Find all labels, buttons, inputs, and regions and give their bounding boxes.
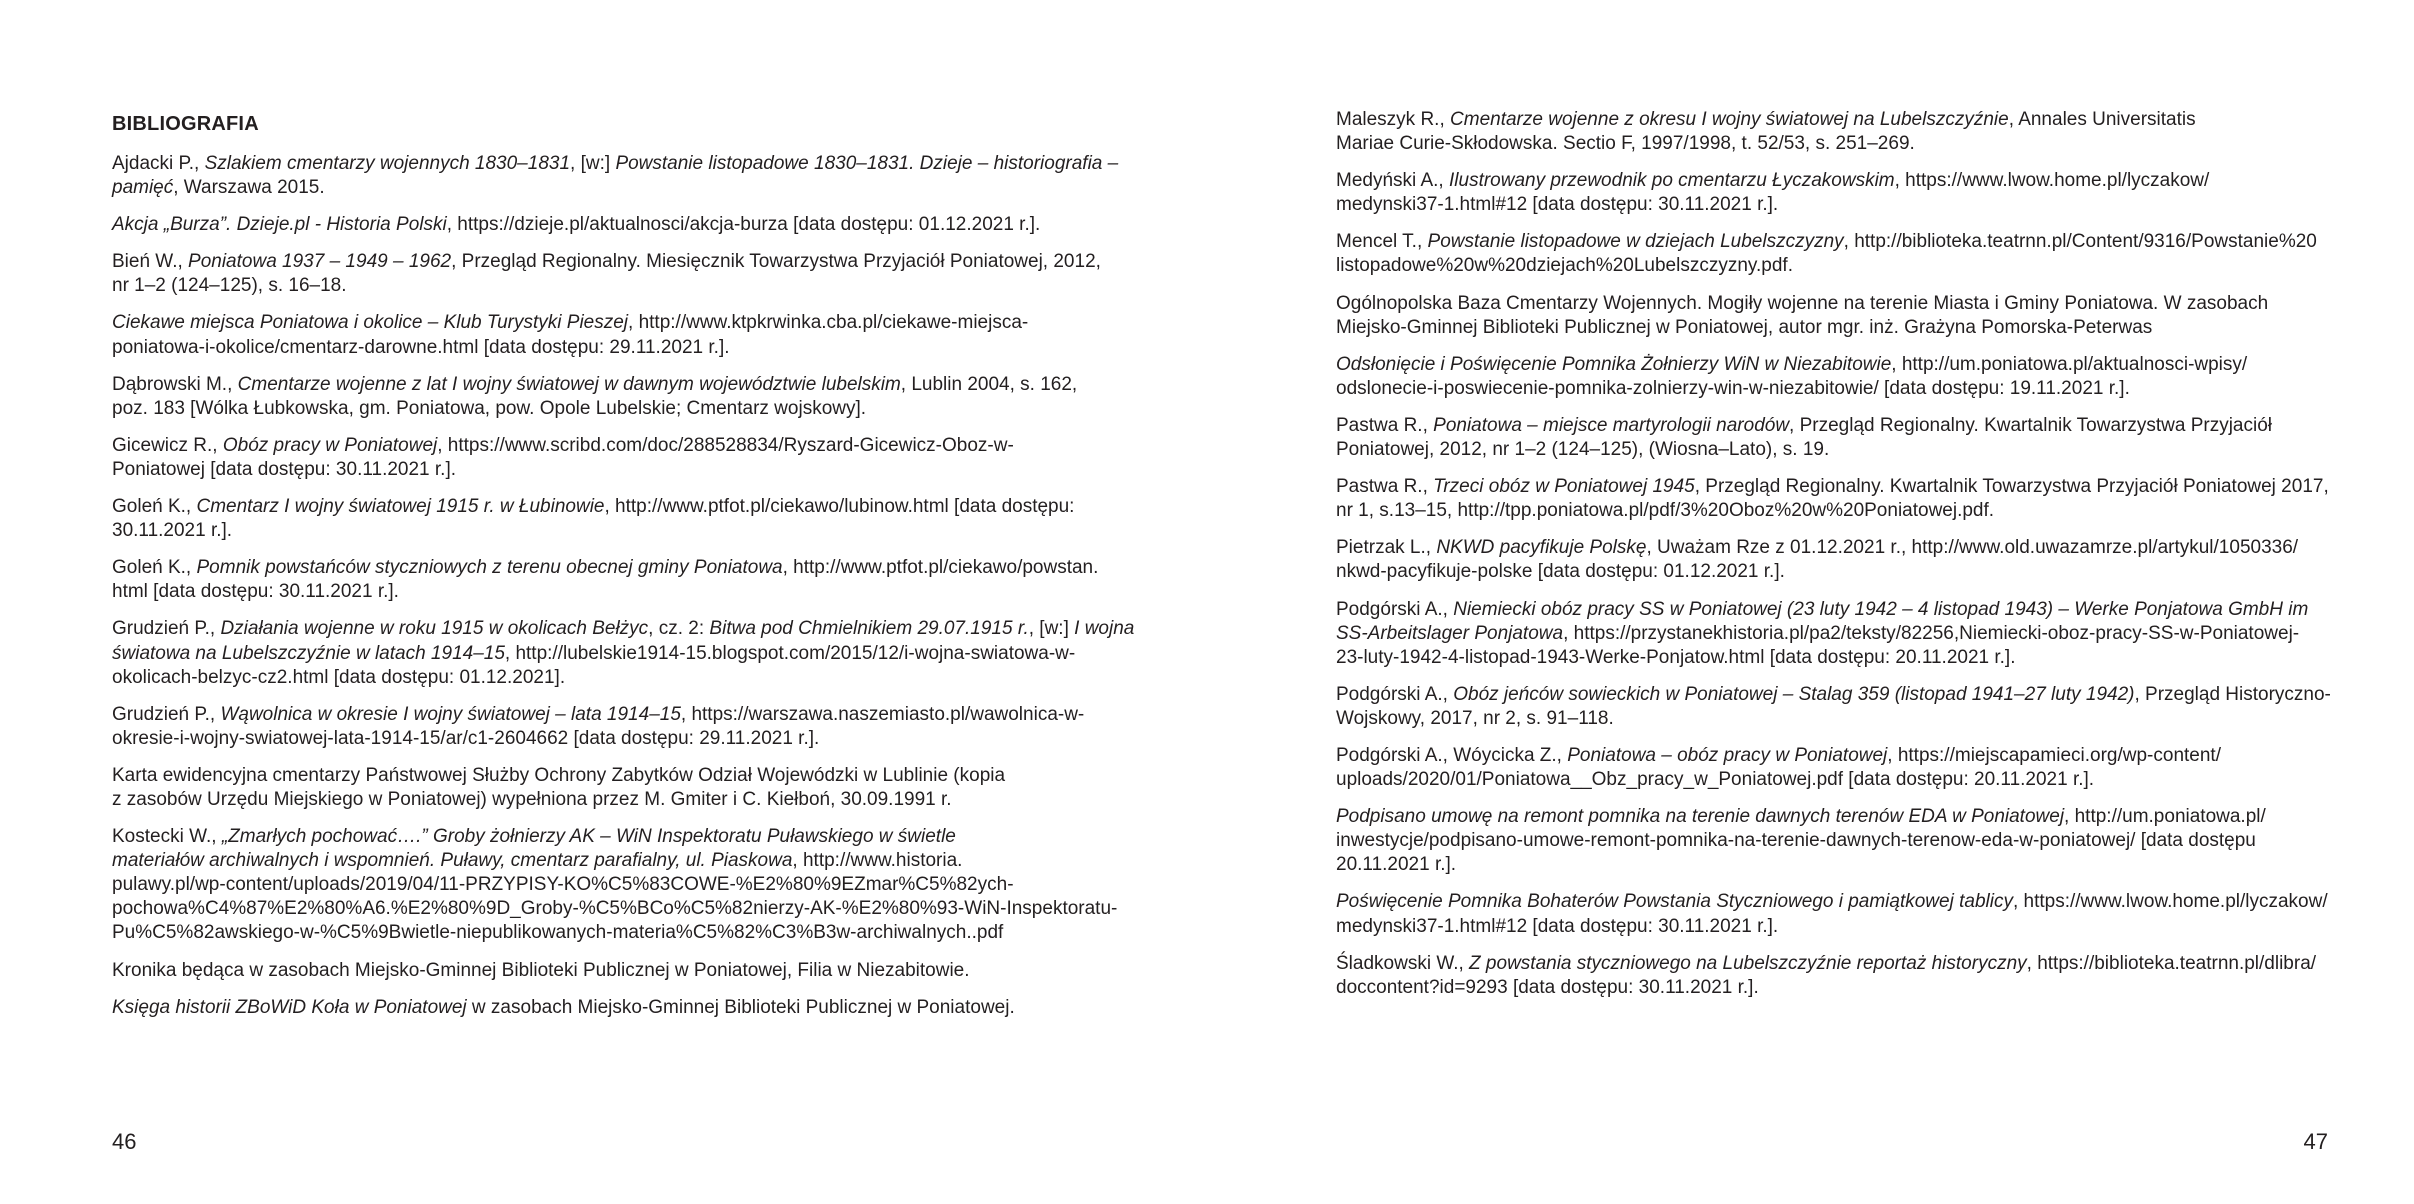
entry-title-italic: Szlakiem cmentarzy wojennych 1830–1831 (204, 153, 571, 174)
bibliography-entry (1336, 475, 2331, 523)
entry-line (1336, 768, 2331, 792)
entry-line (1336, 560, 2331, 584)
entry-text: html [data dostępu: 30.11.2021 r.]. (112, 581, 399, 603)
entry-title-italic: Poniatowa – miejsce martyrologii narodów (1433, 414, 1790, 436)
entry-line (112, 213, 1134, 237)
entry-text: 23-luty-1942-4-listopad-1943-Werke-Ponjatow.html [data dostępu: 20.11.2021 r.]. (1336, 646, 2016, 668)
entry-text: , [w:] (570, 153, 616, 174)
entry-text: , https://www.scribd.com/doc/288528834/Ryszard-Gicewicz-Oboz-w- (437, 434, 1014, 456)
entry-text: nkwd-pacyfikuje-polske [data dostępu: 01.12.2021 r.]. (1336, 561, 1785, 583)
entry-text: , Warszawa 2015. (173, 177, 325, 199)
entry-title-italic: Obóz pracy w Poniatowej (222, 434, 438, 456)
entry-line (112, 666, 1134, 690)
entry-line (1336, 976, 2331, 1000)
entry-title-italic: Bitwa pod Chmielnikiem 29.07.1915 r. (709, 618, 1029, 640)
entry-text: , http://www.ptfot.pl/ciekawo/powstan. (782, 557, 1099, 579)
entry-line (112, 434, 1134, 458)
bibliography-entry (112, 152, 1134, 200)
entry-text: , https://warszawa.naszemiasto.pl/wawolnica-w- (680, 703, 1085, 725)
entry-line (112, 274, 1134, 298)
entry-line (112, 458, 1134, 482)
bibliography-entry (1336, 598, 2331, 670)
entry-text: , https://miejscapamieci.org/wp-content/ (1887, 744, 2221, 766)
entry-text: Pastwa R., (1336, 414, 1434, 436)
entry-line (1336, 890, 2331, 914)
entry-line (112, 495, 1134, 519)
entry-text: Mencel T., (1336, 231, 1428, 253)
entry-text: Pastwa R., (1336, 476, 1434, 498)
entry-line (112, 959, 1134, 983)
entry-line (1336, 622, 2331, 646)
bibliography-entry (112, 617, 1134, 689)
entry-line (112, 556, 1134, 580)
entry-text: , Uważam Rze z 01.12.2021 r., http://www.old.uwazamrze.pl/artykul/1050336/ (1646, 537, 2299, 559)
entry-title-italic: Akcja „Burza”. Dzieje.pl - Historia Polski (112, 214, 447, 236)
entry-title-italic: Pomnik powstańców styczniowych z terenu obecnej gminy Poniatowa (196, 557, 783, 579)
entry-text: , https://biblioteka.teatrnn.pl/dlibra/ (2026, 952, 2317, 974)
entry-title-italic: Księga historii ZBoWiD Koła w Poniatowej (112, 996, 467, 1018)
entry-line (1336, 646, 2331, 670)
entry-text: okresie-i-wojny-swiatowej-lata-1914-15/ar/c1-2604662 [data dostępu: 29.11.2021 r.]. (112, 727, 820, 749)
entry-text: z zasobów Urzędu Miejskiego w Poniatowej) wypełniona przez M. Gmiter i C. Kiełboń, 30.09.1991 r. (112, 788, 952, 810)
entry-text: , Przegląd Regionalny. Miesięcznik Towarzystwa Przyjaciół Poniatowej, 2012, (451, 251, 1101, 273)
entry-text: , Przegląd Regionalny. Kwartalnik Towarzystwa Przyjaciół (1789, 414, 2272, 436)
entry-text: , http://um.poniatowa.pl/aktualnosci-wpisy/ (1891, 353, 2248, 375)
entry-line (1336, 805, 2331, 829)
entry-text: Pietrzak L., (1336, 537, 1437, 559)
entry-title-italic: Wąwolnica w okresie I wojny światowej – lata 1914–15 (220, 703, 681, 725)
bibliography-list (112, 152, 1134, 1033)
entry-title-italic: pamięć (112, 177, 174, 199)
entry-text: , http://www.ktpkrwinka.cba.pl/ciekawe-miejsca- (628, 312, 1029, 334)
entry-text: listopadowe%20w%20dziejach%20Lubelszczyzny.pdf. (1336, 255, 1793, 277)
entry-line (1336, 707, 2331, 731)
entry-text: Poniatowej, 2012, nr 1–2 (124–125), (Wiosna–Lato), s. 19. (1336, 439, 1830, 461)
entry-title-italic: Poniatowa – obóz pracy w Poniatowej (1567, 744, 1888, 766)
entry-line (1336, 499, 2331, 523)
entry-text: , Annales Universitatis (2008, 109, 2196, 130)
entry-text: , Przegląd Historyczno- (2134, 683, 2331, 705)
entry-text: Śladkowski W., (1336, 952, 1470, 974)
entry-text: Poniatowej [data dostępu: 30.11.2021 r.]. (112, 458, 457, 480)
entry-line (112, 397, 1134, 421)
bibliography-entry (1336, 952, 2331, 1000)
entry-text: okolicach-belzyc-cz2.html [data dostępu: 01.12.2021]. (112, 666, 566, 688)
entry-text: , Lublin 2004, s. 162, (900, 373, 1078, 395)
entry-text: , [w:] (1028, 618, 1075, 640)
entry-line (1336, 169, 2331, 193)
entry-line (1336, 853, 2331, 877)
entry-text: Podgórski A., (1336, 683, 1454, 705)
entry-line (112, 788, 1134, 812)
entry-title-italic: Ciekawe miejsca Poniatowa i okolice – Klub Turystyki Pieszej (112, 312, 629, 334)
page-number: 47 (2303, 1129, 2328, 1154)
entry-text: Pu%C5%82awskiego-w-%C5%9Bwietle-niepublikowanych-materia%C5%82%C3%B3w-archiwalnych..pdf (112, 922, 1004, 944)
entry-line (1336, 952, 2331, 976)
right-page (1207, 0, 2414, 1204)
entry-line (1336, 475, 2331, 499)
bibliography-entry (112, 959, 1134, 983)
bibliography-entry (1336, 230, 2331, 278)
bibliography-entry (1336, 108, 2331, 156)
entry-title-italic: Ilustrowany przewodnik po cmentarzu Łyczakowskim (1449, 170, 1895, 192)
entry-text: , http://www.historia. (792, 850, 963, 872)
entry-line (1336, 438, 2331, 462)
entry-line (112, 519, 1134, 543)
entry-title-italic: I wojna (1074, 618, 1135, 640)
entry-line (112, 873, 1134, 897)
entry-line (112, 373, 1134, 397)
entry-line (1336, 230, 2331, 254)
entry-title-italic: Obóz jeńców sowieckich w Poniatowej – Stalag 359 (listopad 1941–27 luty 1942) (1453, 683, 2135, 705)
entry-title-italic: Poświęcenie Pomnika Bohaterów Powstania Styczniowego i pamiątkowej tablicy (1336, 891, 2013, 913)
entry-line (1336, 683, 2331, 707)
entry-text: poz. 183 [Wólka Łubkowska, gm. Poniatowa, pow. Opole Lubelskie; Cmentarz wojskowy]. (112, 397, 867, 419)
entry-title-italic: Odsłonięcie i Poświęcenie Pomnika Żołnierzy WiN w Niezabitowie (1336, 353, 1892, 375)
entry-line (1336, 193, 2331, 217)
entry-line (112, 336, 1134, 360)
entry-text: Ajdacki P., (112, 153, 205, 174)
entry-title-italic: Powstanie listopadowe w dziejach Lubelszczyzny (1427, 231, 1844, 253)
entry-text: Ogólnopolska Baza Cmentarzy Wojennych. Mogiły wojenne na terenie Miasta i Gminy Poniatowa. W zasobach (1336, 292, 2269, 314)
entry-line (1336, 132, 2331, 156)
entry-text: 30.11.2021 r.]. (112, 520, 233, 542)
bibliography-entry (1336, 805, 2331, 877)
bibliography-entry (112, 495, 1134, 543)
entry-text: Grudzień P., (112, 703, 221, 725)
entry-line (1336, 536, 2331, 560)
entry-text: 20.11.2021 r.]. (1336, 854, 1457, 876)
entry-text: pochowa%C4%87%E2%80%A6.%E2%80%9D_Groby-%C5%BCo%C5%82nierzy-AK-%E2%80%93-WiN-Inspektoratu- (112, 898, 1118, 920)
entry-text: , Przegląd Regionalny. Kwartalnik Towarzystwa Przyjaciół Poniatowej 2017, (1694, 476, 2329, 498)
entry-line (112, 642, 1134, 666)
entry-title-italic: Trzeci obóz w Poniatowej 1945 (1433, 476, 1695, 498)
entry-text: Gicewicz R., (112, 434, 223, 456)
entry-line (1336, 915, 2331, 939)
entry-text: Podgórski A., Wóycicka Z., (1336, 744, 1568, 766)
entry-text: uploads/2020/01/Poniatowa__Obz_pracy_w_Poniatowej.pdf [data dostępu: 20.11.2021 r.]. (1336, 769, 2095, 791)
entry-title-italic: Niemiecki obóz pracy SS w Poniatowej (23 luty 1942 – 4 listopad 1943) – Werke Ponjatowa GmbH im (1453, 598, 2309, 620)
entry-line (1336, 744, 2331, 768)
page-number: 46 (112, 1129, 137, 1154)
entry-title-italic: „Zmarłych pochować….” Groby żołnierzy AK – WiN Inspektoratu Puławskiego w świetle (221, 826, 956, 848)
entry-text: odslonecie-i-poswiecenie-pomnika-zolnierzy-win-w-niezabitowie/ [data dostępu: 19.11.2021 r.]. (1336, 377, 2130, 399)
entry-text: Wojskowy, 2017, nr 2, s. 91–118. (1336, 707, 1614, 729)
entry-text: , https://www.lwow.home.pl/lyczakow/ (2012, 891, 2328, 913)
entry-title-italic: materiałów archiwalnych i wspomnień. Puławy, cmentarz parafialny, ul. Piaskowa (112, 850, 793, 872)
bibliography-entry (112, 373, 1134, 421)
entry-line (112, 152, 1134, 176)
entry-text: , http://biblioteka.teatrnn.pl/Content/9316/Powstanie%20 (1843, 231, 2317, 253)
entry-text: poniatowa-i-okolice/cmentarz-darowne.html [data dostępu: 29.11.2021 r.]. (112, 336, 730, 358)
bibliography-entry (112, 996, 1134, 1020)
entry-title-italic: Cmentarz I wojny światowej 1915 r. w Łubinowie (196, 496, 605, 518)
entry-line (1336, 108, 2331, 132)
entry-line (112, 849, 1134, 873)
entry-title-italic: światowa na Lubelszczyźnie w latach 1914–15 (112, 642, 505, 664)
entry-text: doccontent?id=9293 [data dostępu: 30.11.2021 r.]. (1336, 976, 1759, 998)
entry-text: medynski37-1.html#12 [data dostępu: 30.11.2021 r.]. (1336, 194, 1779, 216)
entry-line (112, 897, 1134, 921)
entry-title-italic: Podpisano umowę na remont pomnika na terenie dawnych terenów EDA w Poniatowej (1336, 806, 2065, 828)
entry-text: Dąbrowski M., (112, 373, 238, 395)
entry-line (112, 727, 1134, 751)
bibliography-entry (1336, 353, 2331, 401)
entry-line (112, 176, 1134, 200)
entry-line (112, 825, 1134, 849)
bibliography-entry (1336, 169, 2331, 217)
entry-line (1336, 254, 2331, 278)
entry-text: Goleń K., (112, 557, 197, 579)
bibliography-entry (1336, 292, 2331, 340)
bibliography-entry (112, 703, 1134, 751)
entry-title-italic: Działania wojenne w roku 1915 w okolicach Bełżyc (220, 618, 649, 640)
entry-line (112, 764, 1134, 788)
entry-line (1336, 598, 2331, 622)
entry-title-italic: Z powstania styczniowego na Lubelszczyźnie reportaż historyczny (1469, 952, 2027, 974)
entry-text: , http://lubelskie1914-15.blogspot.com/2015/12/i-wojna-swiatowa-w- (504, 642, 1076, 664)
entry-line (1336, 292, 2331, 316)
entry-title-italic: Cmentarze wojenne z lat I wojny światowej w dawnym województwie lubelskim (237, 373, 901, 395)
bibliography-entry (112, 250, 1134, 298)
entry-line (1336, 377, 2331, 401)
bibliography-list (1336, 108, 2331, 1013)
entry-text: Grudzień P., (112, 618, 221, 640)
entry-line (112, 921, 1134, 945)
bibliography-entry (1336, 536, 2331, 584)
entry-title-italic: SS-Arbeitslager Ponjatowa (1336, 622, 1564, 644)
entry-text: , http://www.ptfot.pl/ciekawo/lubinow.html [data dostępu: (604, 496, 1075, 518)
entry-text: w zasobach Miejsko-Gminnej Biblioteki Publicznej w Poniatowej. (466, 996, 1015, 1018)
entry-line (112, 703, 1134, 727)
entry-text: Maleszyk R., (1336, 109, 1451, 130)
entry-text: , cz. 2: (648, 618, 710, 640)
entry-line (112, 580, 1134, 604)
entry-line (1336, 829, 2331, 853)
entry-text: Medyński A., (1336, 170, 1449, 192)
bibliography-entry (1336, 890, 2331, 938)
entry-text: Miejsko-Gminnej Biblioteki Publicznej w Poniatowej, autor mgr. inż. Grażyna Pomorska-Peterwas (1336, 316, 2153, 338)
entry-line (112, 996, 1134, 1020)
section-heading: BIBLIOGRAFIA (112, 113, 259, 135)
bibliography-entry (112, 213, 1134, 237)
entry-text: Kronika będąca w zasobach Miejsko-Gminnej Biblioteki Publicznej w Poniatowej, Filia w Niezabitowie. (112, 959, 970, 981)
bibliography-entry (1336, 744, 2331, 792)
entry-line (112, 311, 1134, 335)
entry-text: pulawy.pl/wp-content/uploads/2019/04/11-PRZYPISY-KO%C5%83COWE-%E2%80%9EZmar%C5%82ych- (112, 874, 1014, 896)
entry-line (1336, 316, 2331, 340)
bibliography-entry (1336, 683, 2331, 731)
bibliography-entry (112, 764, 1134, 812)
entry-text: Karta ewidencyjna cmentarzy Państwowej Służby Ochrony Zabytków Odział Wojewódzki w Lublinie (kopia (112, 764, 1006, 786)
entry-line (112, 250, 1134, 274)
entry-title-italic: Cmentarze wojenne z okresu I wojny światowej na Lubelszczyźnie (1450, 109, 2009, 130)
entry-line (112, 617, 1134, 641)
bibliography-entry (112, 434, 1134, 482)
entry-text: , http://um.poniatowa.pl/ (2064, 806, 2266, 828)
entry-text: , https://www.lwow.home.pl/lyczakow/ (1894, 170, 2210, 192)
entry-line (1336, 353, 2331, 377)
entry-text: Kostecki W., (112, 826, 222, 848)
entry-text: , https://dzieje.pl/aktualnosci/akcja-burza [data dostępu: 01.12.2021 r.]. (446, 214, 1041, 236)
entry-text: nr 1–2 (124–125), s. 16–18. (112, 275, 347, 297)
entry-text: Goleń K., (112, 496, 197, 518)
entry-text: Podgórski A., (1336, 598, 1454, 620)
bibliography-entry (112, 311, 1134, 359)
entry-title-italic: NKWD pacyfikuje Polskę (1436, 537, 1647, 559)
bibliography-entry (112, 556, 1134, 604)
entry-title-italic: Poniatowa 1937 – 1949 – 1962 (188, 251, 452, 273)
entry-line (1336, 414, 2331, 438)
entry-text: Bień W., (112, 251, 189, 273)
entry-text: , https://przystanekhistoria.pl/pa2/teksty/82256,Niemiecki-oboz-pracy-SS-w-Poniatowej- (1563, 622, 2300, 644)
bibliography-entry (1336, 414, 2331, 462)
bibliography-entry (112, 825, 1134, 945)
entry-text: Mariae Curie-Skłodowska. Sectio F, 1997/1998, t. 52/53, s. 251–269. (1336, 133, 1915, 155)
entry-title-italic: Powstanie listopadowe 1830–1831. Dzieje – historiografia – (615, 153, 1119, 174)
entry-text: medynski37-1.html#12 [data dostępu: 30.11.2021 r.]. (1336, 915, 1779, 937)
entry-text: inwestycje/podpisano-umowe-remont-pomnika-na-terenie-dawnych-terenow-eda-w-poniatowej/ [data dostępu (1336, 830, 2256, 852)
entry-text: nr 1, s.13–15, http://tpp.poniatowa.pl/pdf/3%20Oboz%20w%20Poniatowej.pdf. (1336, 500, 1995, 522)
